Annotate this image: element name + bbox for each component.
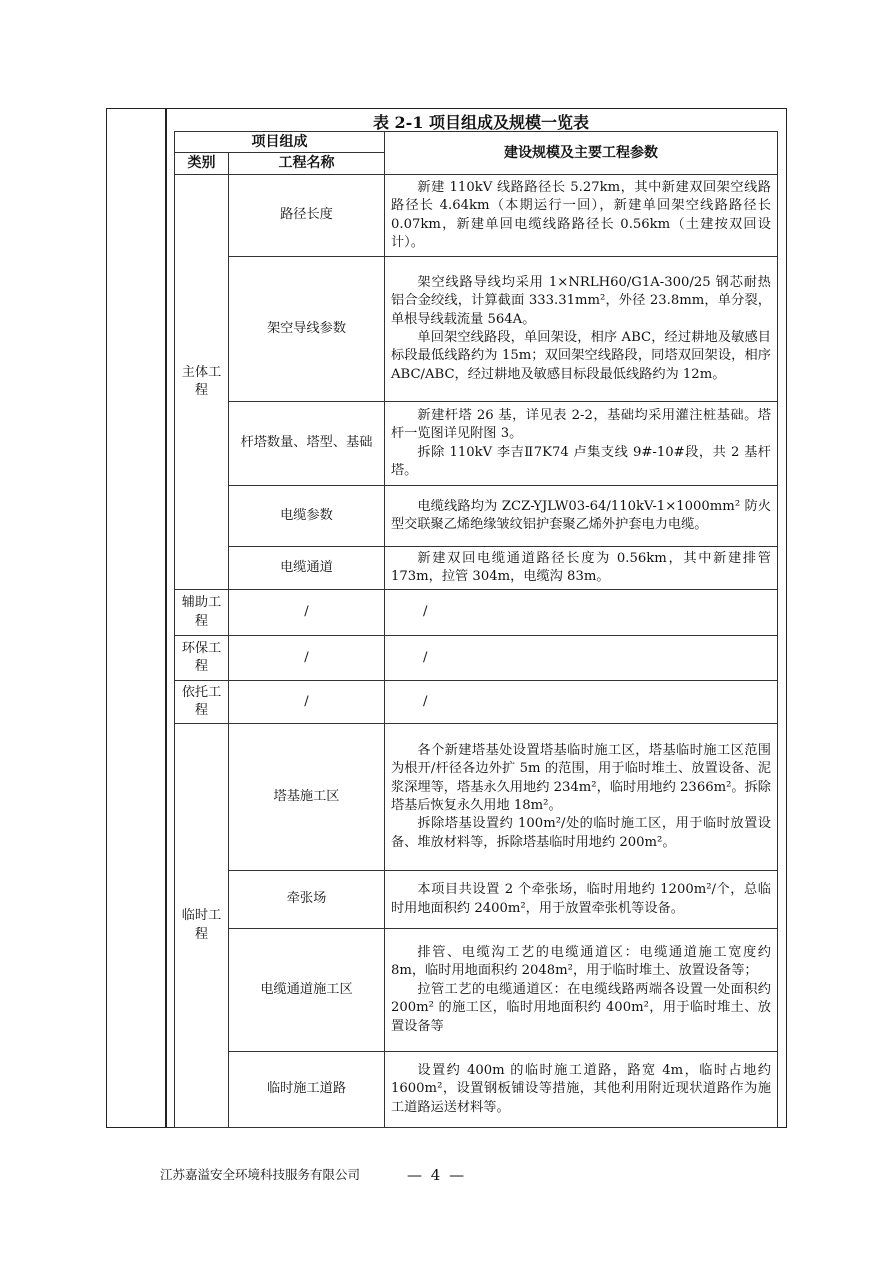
table-row (175, 402, 778, 486)
item-name: 架空导线参数 (229, 257, 385, 402)
item-name: 电缆通道施工区 (229, 929, 385, 1052)
project-composition-table (174, 131, 778, 1128)
item-params: / (385, 681, 778, 724)
header-params: 建设规模及主要工程参数 (385, 132, 778, 175)
category-temporary: 临时工程 (175, 724, 229, 1128)
item-params: 新建双回电缆通道路径长度为 0.56km，其中新建排管 173m，拉管 304m，电缆沟 83m。 (385, 547, 778, 590)
table-row (175, 681, 778, 724)
item-name: 电缆参数 (229, 486, 385, 547)
table-row (175, 175, 778, 257)
category-main: 主体工程 (175, 175, 229, 590)
item-name: / (229, 590, 385, 636)
header-category: 类别 (175, 153, 229, 175)
table-row (175, 590, 778, 636)
item-name: 塔基施工区 (229, 724, 385, 871)
footer-company: 江苏嘉溢安全环境科技服务有限公司 (160, 1167, 361, 1182)
left-column-divider (165, 108, 167, 1128)
item-name: 路径长度 (229, 175, 385, 257)
item-name: 电缆通道 (229, 547, 385, 590)
category-dependent: 依托工程 (175, 681, 229, 724)
table-row (175, 486, 778, 547)
item-params: 新建杆塔 26 基，详见表 2-2，基础均采用灌注桩基础。塔杆一览图详见附图 3。 拆除 110kV 李吉Ⅱ7K74 卢集支线 9#-10#段，共 2 基杆塔。 (385, 402, 778, 486)
item-name: / (229, 681, 385, 724)
item-params: 新建 110kV 线路路径长 5.27km，其中新建双回架空线路路径长 4.64km（本期运行一回），新建单回架空线路路径长 0.07km，新建单回电缆线路路径长 0.56km（土建按双回设计）。 (385, 175, 778, 257)
header-name: 工程名称 (229, 153, 385, 175)
table-row (175, 636, 778, 681)
item-params: 设置约 400m 的临时施工道路，路宽 4m，临时占地约 1600m²，设置钢板铺设等措施，其他利用附近现状道路作为施工道路运送材料等。 (385, 1052, 778, 1128)
header-group: 项目组成 (175, 132, 385, 153)
table-row (175, 257, 778, 402)
item-params: 本项目共设置 2 个牵张场，临时用地约 1200m²/个，总临时用地面积约 2400m²，用于放置牵张机等设备。 (385, 871, 778, 929)
table-row (175, 1052, 778, 1128)
table-row (175, 871, 778, 929)
table-row (175, 547, 778, 590)
item-name: 杆塔数量、塔型、基础 (229, 402, 385, 486)
item-params: / (385, 636, 778, 681)
item-params: 各个新建塔基处设置塔基临时施工区，塔基临时施工区范围为根开/杆径各边外扩 5m 的范围，用于临时堆土、放置设备、泥浆深埋等，塔基永久用地约 234m²，临时用地约 2366m²。拆除塔基后恢复永久用地 18m²。 拆除塔基设置约 100m²/处的临时施工区，用于临时放置设备、堆放材料等，拆除塔基临时用地约 200m²。 (385, 724, 778, 871)
category-environmental: 环保工程 (175, 636, 229, 681)
item-params: 排管、电缆沟工艺的电缆通道区：电缆通道施工宽度约 8m，临时用地面积约 2048m²，用于临时堆土、放置设备等； 拉管工艺的电缆通道区：在电缆线路两端各设置一处面积约 200m² 的施工区，临时用地面积约 400m²，用于临时堆土、放置设备等 (385, 929, 778, 1052)
item-params: 电缆线路均为 ZCZ-YJLW03-64/110kV-1×1000mm² 防火型交联聚乙烯绝缘皱纹铝护套聚乙烯外护套电力电缆。 (385, 486, 778, 547)
item-params: / (385, 590, 778, 636)
item-name: 牵张场 (229, 871, 385, 929)
category-auxiliary: 辅助工程 (175, 590, 229, 636)
table-row (175, 929, 778, 1052)
page-number: — 4 — (407, 1166, 467, 1184)
item-name: 临时施工道路 (229, 1052, 385, 1128)
table-title: 表 2-1 项目组成及规模一览表 (372, 113, 590, 132)
item-name: / (229, 636, 385, 681)
item-params: 架空线路导线均采用 1×NRLH60/G1A-300/25 钢芯耐热铝合金绞线，计算截面 333.31mm²，外径 23.8mm，单分裂，单根导线载流量 564A。 单回架空线路段，单回架设，相序 ABC，经过耕地及敏感目标段最低线路约为 15m；双回架空线路段，同塔双回架设，相序 ABC/ABC，经过耕地及敏感目标段最低线路约为 12m。 (385, 257, 778, 402)
table-row (175, 724, 778, 871)
